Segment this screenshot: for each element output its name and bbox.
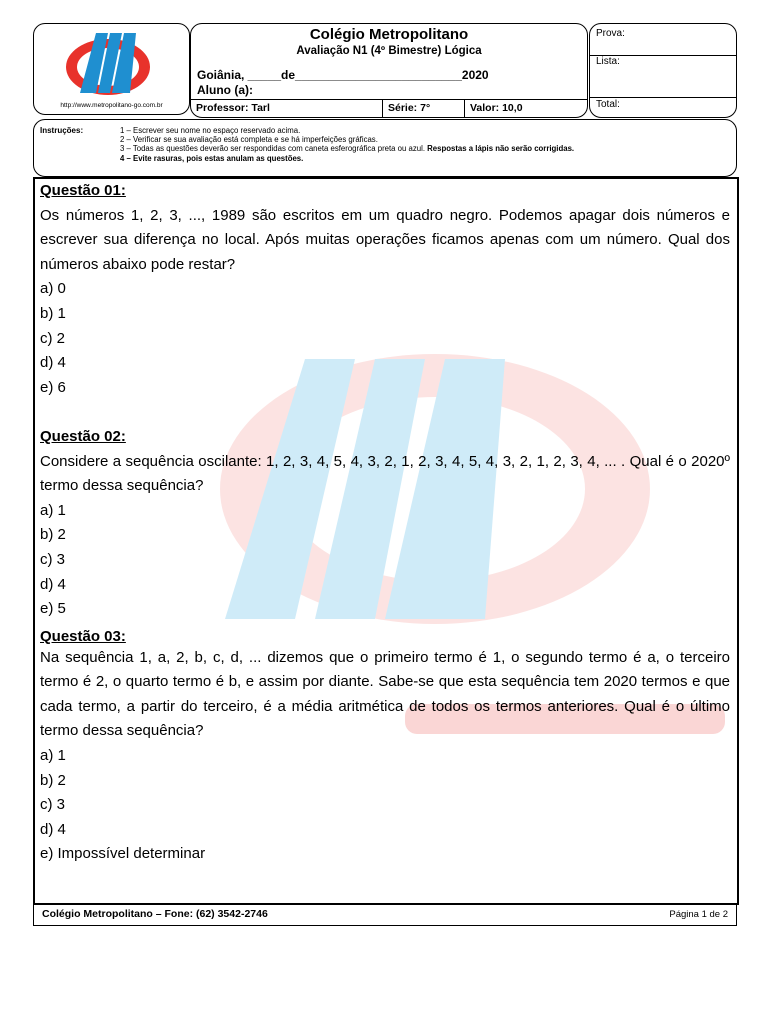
logo-url: http://www.metropolitano-go.com.br bbox=[60, 102, 163, 109]
answer-option: e) 6 bbox=[40, 378, 66, 396]
value-label: Valor: 10,0 bbox=[470, 102, 523, 114]
instructions-box bbox=[33, 119, 737, 177]
instruction-item: 4 – Evite rasuras, pois estas anulam as questões. bbox=[120, 153, 304, 163]
answer-option: d) 4 bbox=[40, 820, 66, 838]
questions-area bbox=[33, 177, 739, 905]
footer-contact: Colégio Metropolitano – Fone: (62) 3542-2746 bbox=[42, 908, 268, 920]
answer-option: c) 3 bbox=[40, 550, 66, 568]
instruction-item: 3 – Todas as questões deverão ser respondidas com caneta esferográfica preta ou azul. Respostas a lápis não serão corrigidas. bbox=[120, 144, 575, 154]
answer-option: a) 1 bbox=[40, 501, 66, 519]
instruction-item: 2 – Verificar se sua avaliação está completa e se há imperfeições gráficas. bbox=[120, 135, 378, 145]
exam-header bbox=[190, 23, 588, 118]
page-footer bbox=[33, 904, 737, 926]
answer-option: c) 2 bbox=[40, 329, 66, 347]
lista-field: Lista: bbox=[596, 56, 620, 67]
answer-option: d) 4 bbox=[40, 354, 66, 372]
answer-option: c) 3 bbox=[40, 796, 66, 814]
question-title: Questão 01: bbox=[40, 182, 126, 199]
answer-option: a) 1 bbox=[40, 747, 66, 765]
answer-option: a) 0 bbox=[40, 280, 66, 298]
school-logo-panel bbox=[33, 23, 190, 115]
answer-option: b) 1 bbox=[40, 304, 66, 322]
page-number: Página 1 de 2 bbox=[669, 909, 728, 920]
exam-title: Avaliação N1 (4º Bimestre) Lógica bbox=[296, 45, 482, 57]
question-text: Os números 1, 2, 3, ..., 1989 são escritos em um quadro negro. Podemos apagar dois números e escrever sua diferença no local. Após muitas operações ficamos apenas com um número. Qual dos números abaixo pode restar? bbox=[40, 206, 730, 273]
grade-label: Série: 7° bbox=[383, 100, 465, 117]
question-text: Considere a sequência oscilante: 1, 2, 3, 4, 5, 4, 3, 2, 1, 2, 3, 4, 5, 4, 3, 2, 1, 2, 3, 4, ... . Qual é o 2020º termo dessa sequência? bbox=[40, 452, 730, 495]
question-text: Na sequência 1, a, 2, b, c, d, ... dizemos que o primeiro termo é 1, o segundo termo é a, o terceiro termo é 2, o quarto termo é b, e assim por diante. Sabe-se que esta sequência tem 2020 termos e que cada termo, a partir do terceiro, é a média aritmética de todos os termos anteriores. Qual é o último termo dessa sequência? bbox=[40, 648, 730, 740]
instruction-item: 1 – Escrever seu nome no espaço reservado acima. bbox=[120, 126, 301, 135]
answer-option: b) 2 bbox=[40, 771, 66, 789]
answer-option: e) Impossível determinar bbox=[40, 845, 206, 863]
instructions-list bbox=[120, 126, 574, 163]
instruction-emphasis: Respostas a lápis não serão corrigidas. bbox=[427, 144, 575, 154]
prova-field: Prova: bbox=[596, 28, 625, 39]
exam-info-row bbox=[191, 99, 587, 117]
teacher-label: Professor: Tarl bbox=[191, 100, 383, 117]
answer-option: e) 5 bbox=[40, 600, 66, 618]
student-name-field: Aluno (a): bbox=[197, 83, 253, 97]
score-box bbox=[589, 23, 737, 118]
question-title: Questão 02: bbox=[40, 427, 126, 445]
question-title: Questão 03: bbox=[40, 627, 126, 645]
answer-option: d) 4 bbox=[40, 575, 66, 593]
date-line: Goiânia, _____de_________________________2020 bbox=[197, 68, 489, 82]
total-field: Total: bbox=[596, 99, 620, 110]
school-logo bbox=[36, 27, 186, 99]
spacer bbox=[40, 400, 730, 425]
school-name: Colégio Metropolitano bbox=[309, 26, 469, 43]
instructions-label: Instruções: bbox=[40, 126, 84, 135]
questions bbox=[40, 179, 730, 867]
answer-option: b) 2 bbox=[40, 526, 66, 544]
divider bbox=[590, 97, 736, 98]
